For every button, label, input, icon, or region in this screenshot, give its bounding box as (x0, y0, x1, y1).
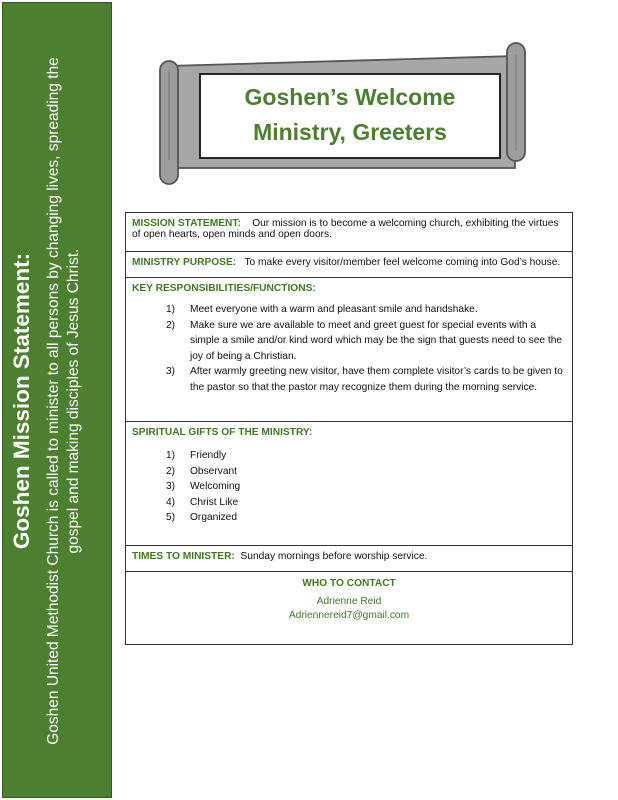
spiritual-gifts-section (126, 422, 572, 546)
contact-name: Adrienne Reid (316, 596, 382, 607)
title-line-2: Ministry, Greeters (253, 119, 447, 145)
times-to-minister-text: Sunday mornings before worship service. (240, 551, 428, 562)
list-item: 5) Organized (166, 512, 238, 523)
mission-statement-section (126, 213, 572, 252)
contact-section (126, 572, 572, 628)
contact-label: WHO TO CONTACT (302, 578, 396, 589)
list-item: 4) Christ Like (166, 496, 239, 508)
mission-sidebar (2, 2, 112, 798)
scroll-graphic (155, 40, 535, 190)
list-item: 1) Friendly (166, 450, 227, 461)
list-item: 1) Meet everyone with a warm and pleasant smile and handshake. (166, 304, 478, 315)
list-item: 2) Make sure we are available to meet and greet guest for special events with a simple a smile and/or kind word which may be the sign that guests need to see the joy of being a Christian. (166, 319, 563, 362)
list-item: 2) Observant (166, 465, 237, 477)
list-item: 3) After warmly greeting new visitor, have them complete visitor’s cards to be given to the pastor so that the pastor may recognize them during the morning service. (166, 366, 563, 393)
list-item: 3) Welcoming (166, 481, 241, 492)
title-line-1: Goshen’s Welcome (244, 84, 456, 110)
spiritual-gifts-label: SPIRITUAL GIFTS OF THE MINISTRY: (132, 427, 313, 438)
responsibilities-section (126, 278, 572, 422)
contact-email: Adriennereid7@gmail.com (288, 610, 410, 621)
ministry-purpose-label: MINISTRY PURPOSE: (132, 257, 237, 268)
times-to-minister-section (126, 546, 572, 572)
sidebar-title: Goshen Mission Statement: (9, 252, 34, 550)
mission-statement-label: MISSION STATEMENT: (132, 218, 241, 229)
times-to-minister-label: TIMES TO MINISTER: (132, 551, 235, 562)
responsibilities-list (132, 302, 566, 395)
ministry-purpose-text: To make every visitor/member feel welcome coming into God’s house. (244, 257, 561, 268)
responsibilities-label: KEY RESPONSIBILITIES/FUNCTIONS: (132, 283, 316, 294)
title-scroll-banner (155, 40, 535, 190)
ministry-details-table (125, 212, 573, 645)
sidebar-content (8, 11, 108, 791)
sidebar-mission-text: Goshen United Methodist Church is called to minister to all persons by changing lives, spreading the gospel and making disciples of Jesus Christ. (45, 57, 82, 745)
mission-statement-text: Our mission is to become a welcoming church, exhibiting the virtues of open hearts, open minds and open doors. (132, 218, 559, 240)
spiritual-gifts-list (132, 448, 566, 526)
ministry-purpose-section (126, 252, 572, 278)
